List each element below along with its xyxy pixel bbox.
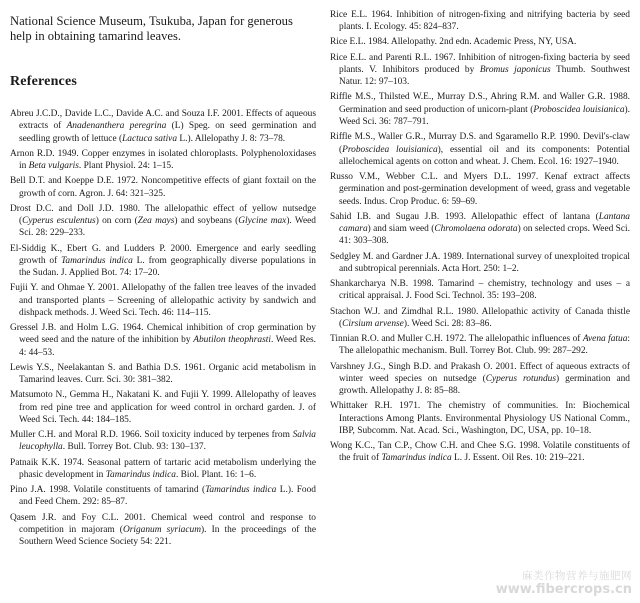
reference-entry: Gressel J.B. and Holm L.G. 1964. Chemical inhibition of crop germination by weed seed and the nature of the inhibition by Abutilon theophrasti. Weed Res. 4: 44–53. [10, 323, 317, 358]
reference-list-right [330, 9, 630, 468]
reference-entry: Riffle M.S., Thilsted W.E., Murray D.S., Ahring R.M. and Waller G.R. 1988. Germination and seed production of unicorn-plant (Proboscidea louisianica). Weed Sci. 36: 787–791. [330, 92, 630, 128]
reference-entry: Lewis Y.S., Neelakantan S. and Bathia D.S. 1961. Organic acid metabolism in Tamarind leaves. Curr. Sci. 30: 381–382. [10, 362, 316, 386]
reference-entry: Stachon W.J. and Zimdhal R.L. 1980. Allelopathic activity of Canada thistle (Cirsium arvense). Weed Sci. 28: 83–86. [330, 306, 630, 329]
watermark-url: www.fibercrops.cn [495, 582, 632, 597]
reference-entry: Arnon R.D. 1949. Copper enzymes in isolated chloroplasts. Polyphenoloxidases in Beta vulgaris. Plant Physiol. 24: 1–15. [10, 148, 316, 172]
reference-entry: Rice E.L. 1984. Allelopathy. 2nd edn. Academic Press, NY, USA. [330, 37, 577, 48]
reference-entry: Matsumoto N., Gemma H., Nakatani K. and Fujii Y. 1999. Allelopathy of leaves from red pine tree and application for weed control in orchard garden. J. of Weed Sci. Tech. 44: 184–185. [10, 390, 316, 425]
reference-entry: Wong K.C., Tan C.P., Chow C.H. and Chee S.G. 1998. Volatile constituents of the fruit of Tamarindus indica L. J. Essent. Oil Res. 10: 219–221. [330, 441, 630, 464]
reference-entry: Abreu J.C.D., Davide L.C., Davide A.C. and Souza I.F. 2001. Effects of aqueous extracts of Anadenanthera peregrina (L) Speg. on seed germination and seedling growth of lettuce (Lactuca sativa L.). Allelopathy J. 8: 73–78. [10, 109, 317, 144]
reference-entry: Qasem J.R. and Foy C.L. 2001. Chemical weed control and response to competition in majoram (Origanum syriacum). In the proceedings of the Southern Weed Science Society 54: 221. [10, 512, 316, 548]
reference-entry: Sahid I.B. and Sugau J.B. 1993. Allelopathic effect of lantana (Lantana camara) and siam weed (Chromolaena odorata) on selected crops. Weed Sci. 41: 303–308. [330, 211, 630, 247]
reference-entry: Fujii Y. and Ohmae Y. 2001. Allelopathy of the fallen tree leaves of the invaded and transported plants – Screening of allelopathic activity by sandwich and dishpack methods. J. Weed Sci. Tech. 46: 114–115. [10, 283, 316, 318]
reference-list-left [10, 108, 316, 551]
reference-entry: Muller C.H. and Moral R.D. 1966. Soil toxicity induced by terpenes from Salvia leucophylla. Bull. Torrey Bot. Club. 93: 130–137. [10, 430, 316, 453]
reference-entry: El-Siddig K., Ebert G. and Ludders P. 2000. Emergence and early seedling growth of Tamarindus indica L. from geographically diverse populations in the Sudan. J. Applied Bot. 74: 17–20. [10, 243, 316, 279]
reference-entry: Patnaik K.K. 1974. Seasonal pattern of tartaric acid metabolism underlying the phasic development in Tamarindus indica. Biol. Plant. 16: 1–6. [10, 457, 316, 480]
reference-entry: Russo V.M., Webber C.L. and Myers D.L. 1997. Kenaf extract affects germination and post-germination development of weed, grass and vegetable seeds. Indus. Crop Produc. 6: 59–69. [330, 172, 630, 207]
reference-entry: Tinnian R.O. and Muller C.H. 1972. The allelopathic influences of Avena fatua: The allelopathic mechanism. Bull. Torrey Bot. Club. 99: 287–292. [330, 334, 630, 357]
references-heading: References [10, 74, 78, 89]
reference-entry: Rice E.L. 1964. Inhibition of nitrogen-fixing and nitrifying bacteria by seed plants. I. Ecology. 45: 824–837. [330, 10, 630, 33]
reference-entry: Rice E.L. and Parenti R.L. 1967. Inhibition of nitrogen-fixing bacteria by seed plants. V. Inhibitors produced by Bromus japonicus Thumb. Southwest Natur. 12: 97–103. [330, 52, 630, 88]
reference-entry: Drost D.C. and Doll J.D. 1980. The allelopathic effect of yellow nutsedge (Cyperus esculentus) on corn (Zea mays) and soybeans (Glycine max). Weed Sci. 28: 229–233. [10, 203, 316, 239]
reference-entry: Sedgley M. and Gardner J.A. 1989. International survey of unexploited tropical and subtropical perennials. Acta Hort. 250: 1–2. [330, 251, 630, 274]
reference-entry: Bell D.T. and Koeppe D.E. 1972. Noncompetitive effects of giant foxtail on the growth of corn. Agron. J. 64: 321–325. [10, 176, 316, 199]
reference-entry: Shankarcharya N.B. 1998. Tamarind – chemistry, technology and uses – a critical appraisal. J. Food Sci. Technol. 35: 193–208. [330, 279, 630, 302]
reference-entry: Riffle M.S., Waller G.R., Murray D.S. and Sgaramello R.P. 1990. Devil's-claw (Proboscidea louisianica), essential oil and its components: Potential allelochemical agents on cotton and wheat. J. Chem. Ecol. 16: 1927–1940. [330, 132, 630, 167]
watermark-chinese-text: 麻类作物营养与施肥网 [522, 570, 632, 582]
acknowledgement-text: National Science Museum, Tsukuba, Japan for generous help in obtaining tamarind leaves. [10, 14, 293, 43]
reference-entry: Whittaker R.H. 1971. The chemistry of communities. In: Biochemical Interactions Among Plants. Environmental Physiology US National Comm., IBP, Subcomm. Nat. Acad. Sci., Washington, DC, USA, pp. 10–18. [330, 401, 630, 436]
reference-entry: Pino J.A. 1998. Volatile constituents of tamarind (Tamarindus indica L.). Food and Feed Chem. 292: 85–87. [10, 485, 316, 508]
reference-entry: Varshney J.G., Singh B.D. and Prakash O. 2001. Effect of aqueous extracts of winter weed species on nutsedge (Cyperus rotundus) germination and growth. Allelopathy J. 8: 85–88. [330, 361, 630, 397]
watermark [496, 570, 632, 597]
